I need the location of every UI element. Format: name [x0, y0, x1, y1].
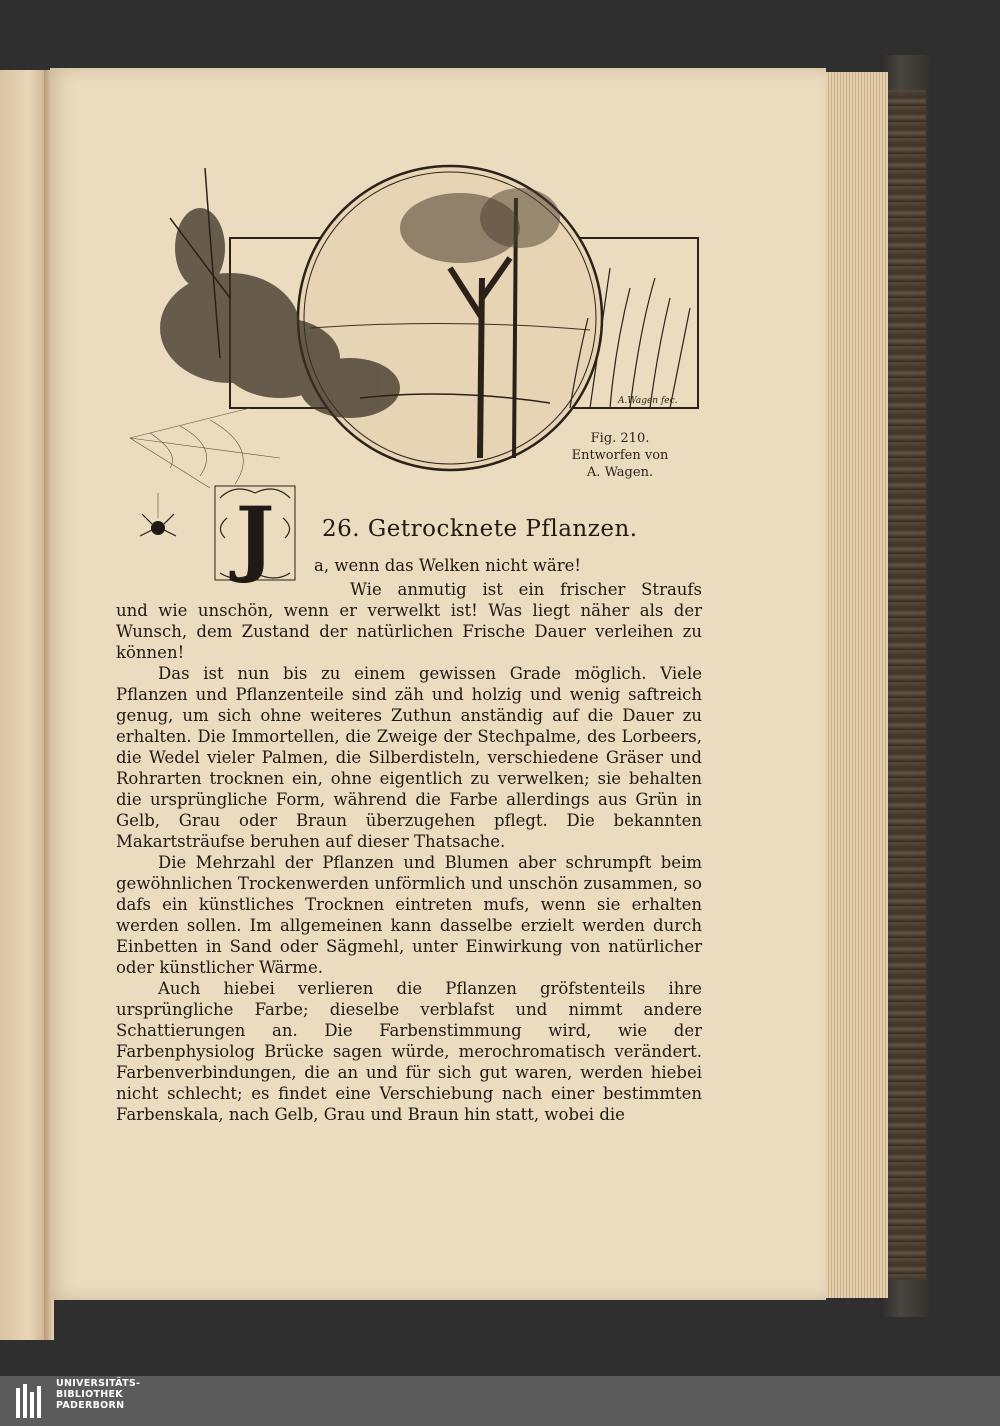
section-heading: 26. Getrocknete Pflanzen. — [322, 516, 638, 542]
logo-line: UNIVERSITÄTS- — [56, 1378, 141, 1389]
page-edges — [826, 72, 888, 1298]
library-logo-text — [56, 1378, 140, 1411]
artist-signature: A.Wagen fec. — [618, 396, 678, 406]
caption-line: Entworfen von — [571, 448, 669, 463]
second-line: Wie anmutig ist ein frischer Straufs — [350, 580, 702, 599]
marbled-cover-edge — [886, 90, 926, 1280]
caption-line: Fig. 210. — [590, 431, 650, 446]
ornamental-drop-cap — [205, 478, 305, 588]
logo-line: PADERBORN — [56, 1400, 125, 1411]
body-text — [116, 600, 702, 1125]
paragraph: Die Mehrzahl der Pflanzen und Blumen aber schrumpft beim gewöhnlichen Trockenwerden unförmlich und unschön zusammen, so dafs ein künstliches Trocknen eintreten mufs, wenn sie erhalten werden sollen. Im allgemeinen kann dasselbe erzielt werden durch Einbetten in Sand oder Sägmehl, unter Einwirkung von natürlicher oder künstlicher Wärme. — [116, 853, 702, 977]
opening-line: a, wenn das Welken nicht wäre! — [314, 556, 582, 575]
caption-line: A. Wagen. — [586, 465, 654, 480]
paragraph: Das ist nun bis zu einem gewissen Grade möglich. Viele Pflanzen und Pflanzenteile sind zäh und holzig und wenig saftreich genug, um sich ohne weiteres Zuthun anständig auf die Dauer zu erhalten. Die Immortellen, die Zweige der Stechpalme, des Lorbeers, die Wedel vieler Palmen, die Silberdisteln, verschiedene Gräser und Rohrarten trocknen ein, ohne eigentlich zu verwelken; sie behalten die ursprüngliche Form, während die Farbe allerdings aus Grün in Gelb, Grau oder Braun überzugehen pflegt. Die bekannten Makartsträufse beruhen auf dieser Thatsache. — [116, 664, 702, 851]
paragraph: Auch hiebei verlieren die Pflanzen gröfstenteils ihre ursprüngliche Farbe; dieselbe verblafst und nimmt andere Schattierungen an. Die Farbenstimmung wird, wie der Farbenphysiolog Brücke sagen würde, merochromatisch verändert. Farbenverbindungen, die an und für sich gut waren, werden hiebei nicht schlecht; es findet eine Verschiebung nach einer bestimmten Farbenskala, nach Gelb, Grau und Braun hin statt, wobei die — [116, 979, 702, 1124]
paragraph: und wie unschön, wenn er verwelkt ist! Was liegt näher als der Wunsch, dem Zustand der natürlichen Frische Dauer verleihen zu können! — [116, 601, 702, 662]
drop-cap-letter: J — [235, 490, 275, 586]
logo-line: BIBLIOTHEK — [56, 1389, 123, 1400]
left-page-edge — [0, 70, 48, 1340]
figure-caption — [560, 430, 680, 481]
library-footer — [0, 1376, 1000, 1426]
library-logo-icon — [16, 1384, 46, 1420]
